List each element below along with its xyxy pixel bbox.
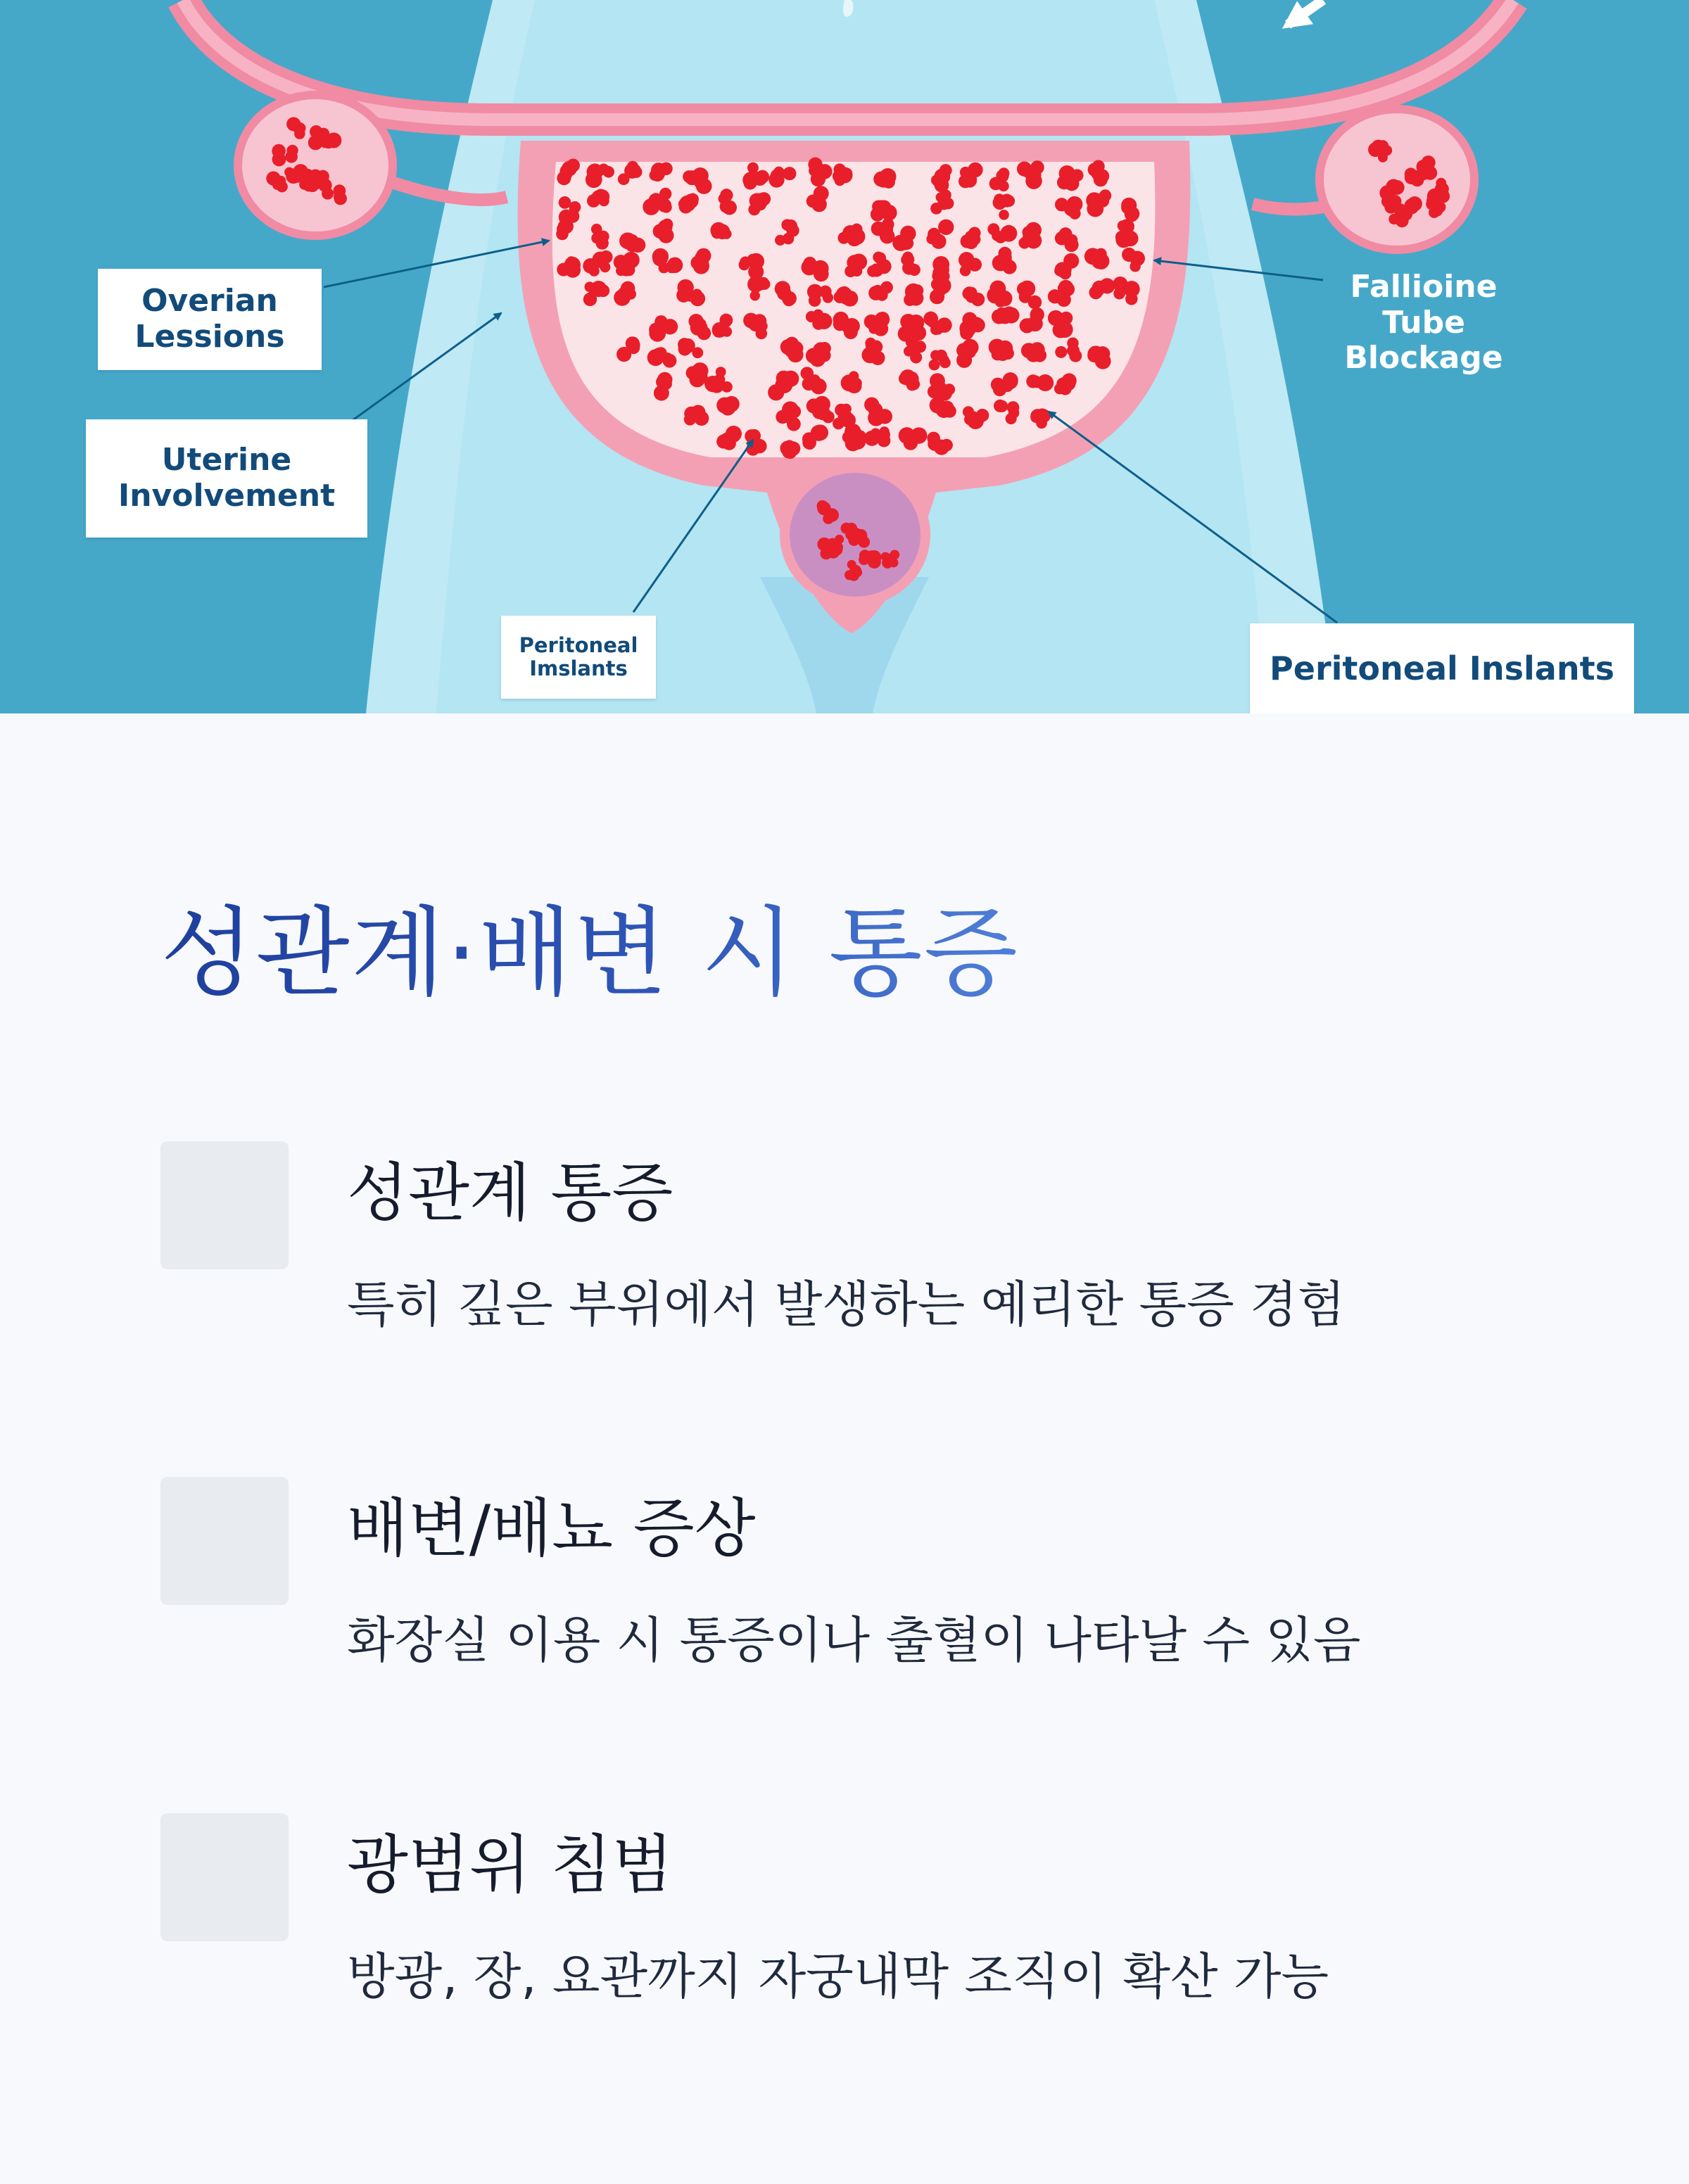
symptom-description: 특히 깊은 부위에서 발생하는 예리한 통증 경험 — [347, 1276, 1346, 1333]
anatomy-illustration — [0, 0, 1689, 713]
symptom-description: 방광, 장, 요관까지 자궁내막 조직이 확산 가능 — [347, 1948, 1329, 2005]
symptom-heading: 배변/배뇨 증상 — [347, 1492, 756, 1566]
peritoneal-implants-small-label: Peritoneal Imslants — [501, 616, 656, 699]
uterine-involvement-label: Uterine Involvement — [86, 419, 367, 538]
peritoneal-implants-large-label: Peritoneal Inslants — [1250, 623, 1634, 713]
content-section — [0, 713, 1689, 2184]
symptom-item-intercourse — [160, 1141, 1498, 1352]
page-title: 성관계·배변 시 통증 — [160, 875, 1019, 1015]
symptom-icon-placeholder — [160, 1141, 289, 1269]
symptom-icon-placeholder — [160, 1813, 289, 1941]
symptom-heading: 광범위 침범 — [347, 1828, 673, 1902]
fallopian-tube-label: Fallioine Tube Blockage — [1344, 269, 1503, 376]
symptom-icon-placeholder — [160, 1477, 289, 1605]
symptom-heading: 성관계 통증 — [347, 1156, 673, 1230]
symptom-item-bowel-bladder — [160, 1477, 1498, 1688]
symptom-item-widespread — [160, 1813, 1498, 2024]
symptom-description: 화장실 이용 시 통증이나 출혈이 나타날 수 있음 — [347, 1611, 1361, 1669]
ovarian-lesions-label: Overian Lessions — [98, 269, 322, 370]
